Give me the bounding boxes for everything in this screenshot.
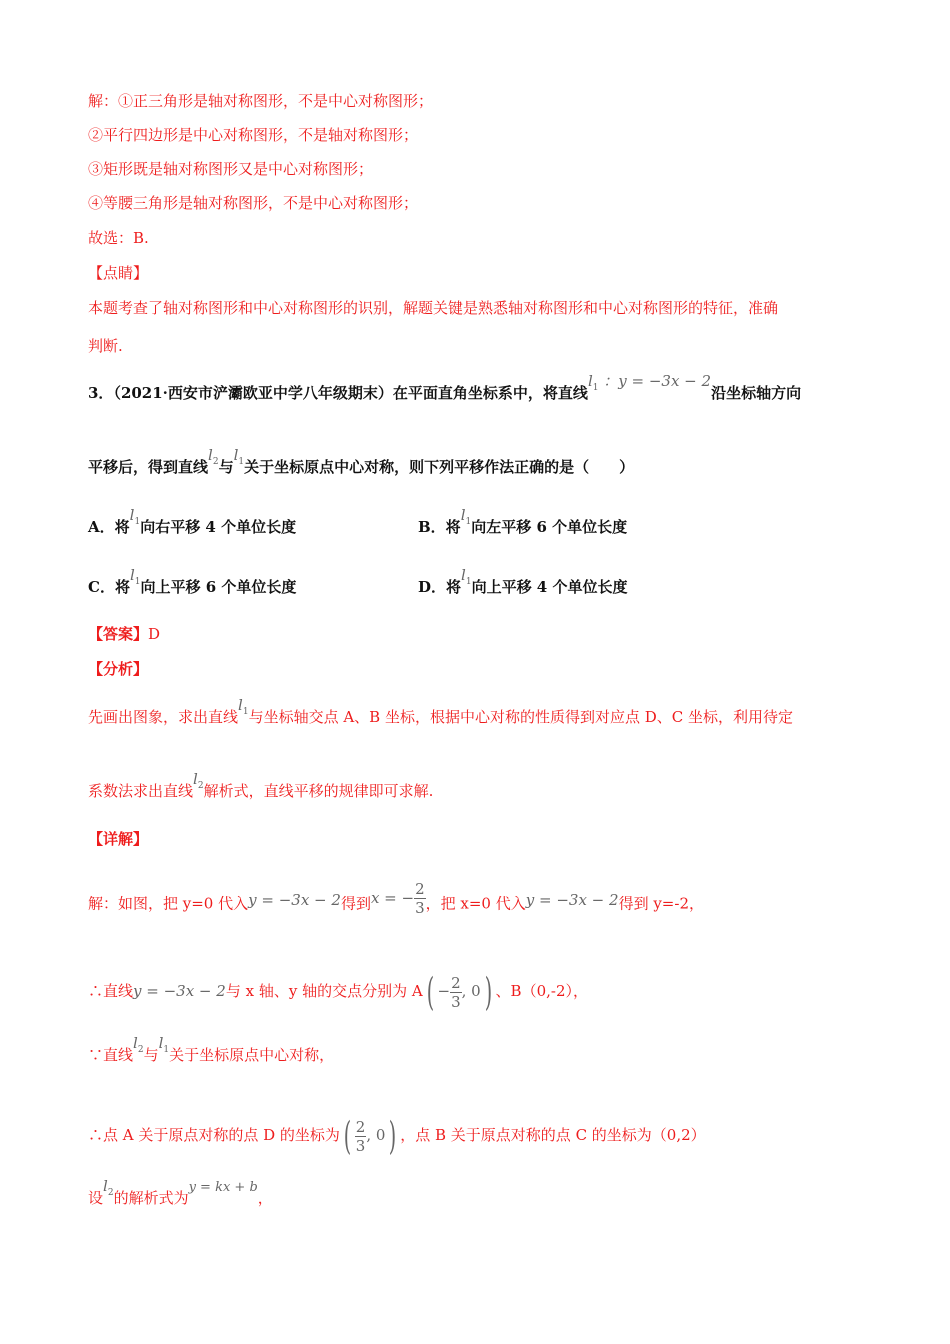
var-sub: 1 bbox=[134, 577, 141, 587]
analysis-line-2 bbox=[88, 770, 434, 808]
detail-text: ∵直线 bbox=[88, 1046, 134, 1064]
solution-line-1: 解：①正三角形是轴对称图形，不是中心对称图形； bbox=[88, 92, 434, 110]
detail-text: ，点 B 关于原点对称的点 C 的坐标为（0,2） bbox=[400, 1126, 706, 1144]
detail-line-5 bbox=[88, 1177, 273, 1215]
var-l2 bbox=[208, 446, 219, 467]
detail-line-1 bbox=[88, 880, 704, 923]
answer-value: D bbox=[148, 625, 161, 643]
equation: y = −3x − 2 bbox=[133, 982, 226, 1000]
detail-line-2 bbox=[88, 972, 588, 1012]
question-3-line-2 bbox=[88, 446, 635, 484]
detail-text: 得到 bbox=[340, 894, 371, 913]
var-l: l bbox=[460, 506, 466, 524]
detail-text: ∴直线 bbox=[88, 982, 134, 1000]
var-l: l bbox=[233, 446, 239, 464]
question-text: 在平面直角坐标系中，将直线 bbox=[392, 384, 588, 402]
detail-line-3 bbox=[88, 1034, 335, 1072]
var-l: l bbox=[461, 566, 466, 584]
option-label: D．将 bbox=[418, 578, 462, 596]
detail-text: 解：如图，把 y=0 代入 bbox=[88, 894, 249, 913]
dianjing-heading: 【点睛】 bbox=[88, 264, 149, 282]
option-c[interactable] bbox=[88, 566, 297, 604]
var-l: l bbox=[103, 1177, 108, 1195]
detail-text: 的解析式为 bbox=[113, 1189, 189, 1207]
var-sub: 1 bbox=[238, 457, 245, 467]
answer-heading: 【答案】 bbox=[88, 625, 149, 643]
var-l: l bbox=[208, 446, 213, 464]
var-l: l bbox=[238, 696, 243, 714]
detail-text: 与 x 轴、y 轴的交点分别为 A bbox=[225, 982, 423, 1000]
var-l1 bbox=[233, 446, 245, 467]
fraction-denominator: 3 bbox=[355, 1136, 366, 1155]
question-text: 沿坐标轴方向 bbox=[711, 384, 802, 402]
var-sub: 2 bbox=[212, 457, 219, 467]
solution-line-2: ②平行四边形是中心对称图形，不是轴对称图形； bbox=[88, 126, 419, 144]
answer-line bbox=[88, 624, 160, 644]
detail-text: 、B（0,-2）， bbox=[495, 982, 588, 1000]
option-label: B．将 bbox=[418, 518, 461, 536]
option-label: C．将 bbox=[88, 578, 130, 596]
var-sub: 1 bbox=[134, 517, 141, 527]
option-d[interactable] bbox=[418, 566, 628, 604]
question-3-line-1 bbox=[88, 372, 802, 410]
dianjing-text-1: 本题考查了轴对称图形和中心对称图形的识别，解题关键是熟悉轴对称图形和中心对称图形的特征，准确 bbox=[88, 299, 779, 317]
var-l2 bbox=[103, 1177, 114, 1198]
equation: y = −3x − 2 bbox=[525, 890, 619, 909]
detail-text: 关于坐标原点中心对称， bbox=[169, 1046, 335, 1064]
option-label: A．将 bbox=[88, 518, 130, 536]
equation-text: ：y = −3x − 2 bbox=[603, 372, 712, 390]
var-l: l bbox=[133, 1034, 138, 1052]
detail-text: ， bbox=[257, 1189, 273, 1207]
line-l1-equation bbox=[587, 372, 712, 393]
var-l1 bbox=[238, 696, 249, 717]
var-l: l bbox=[587, 372, 593, 390]
option-text: 向上平移 4 个单位长度 bbox=[471, 578, 628, 596]
point-a-fraction bbox=[450, 974, 462, 1011]
question-number: 3． bbox=[88, 384, 114, 402]
detail-text: ∴点 A 关于原点对称的点 D 的坐标为 bbox=[88, 1126, 340, 1144]
var-sub: 1 bbox=[242, 707, 249, 717]
var-sub: 2 bbox=[137, 1045, 144, 1055]
detail-heading: 【详解】 bbox=[88, 830, 149, 848]
solution-line-4: ④等腰三角形是轴对称图形，不是中心对称图形； bbox=[88, 194, 419, 212]
var-l: l bbox=[129, 506, 135, 524]
dianjing-text-2: 判断. bbox=[88, 337, 123, 355]
var-l: l bbox=[193, 770, 198, 788]
var-sub: 1 bbox=[163, 1045, 170, 1055]
paren-open: ( bbox=[343, 1114, 352, 1158]
analysis-text: 系数法求出直线 bbox=[88, 782, 194, 800]
option-b[interactable] bbox=[418, 506, 628, 544]
var-sub: 1 bbox=[465, 577, 472, 587]
analysis-heading: 【分析】 bbox=[88, 660, 149, 678]
point-d-fraction bbox=[355, 1118, 367, 1155]
var-l2 bbox=[133, 1034, 144, 1055]
detail-text: 得到 y=-2， bbox=[618, 894, 704, 913]
question-text: 平移后，得到直线 bbox=[88, 458, 209, 476]
var-l: l bbox=[129, 566, 135, 584]
detail-line-4 bbox=[88, 1116, 706, 1156]
analysis-text: 先画出图象，求出直线 bbox=[88, 708, 239, 726]
analysis-text: 与坐标轴交点 A、B 坐标，根据中心对称的性质得到对应点 D、C 坐标，利用待定 bbox=[248, 708, 793, 726]
point-a-tail: , 0 bbox=[461, 982, 481, 1000]
paren-open: ( bbox=[426, 970, 434, 1014]
var-sub: 1 bbox=[592, 383, 599, 393]
option-var bbox=[129, 506, 141, 527]
option-var bbox=[461, 566, 472, 587]
fraction-numerator: 2 bbox=[355, 1117, 366, 1136]
option-var bbox=[129, 566, 141, 587]
solution-line-3: ③矩形既是轴对称图形又是中心对称图形； bbox=[88, 160, 374, 178]
var-sub: 2 bbox=[107, 1188, 114, 1198]
option-text: 向上平移 6 个单位长度 bbox=[140, 578, 297, 596]
equation: y = −3x − 2 bbox=[248, 890, 341, 909]
point-d-tail: , 0 bbox=[366, 1126, 386, 1144]
var-l: l bbox=[158, 1034, 164, 1052]
option-a[interactable] bbox=[88, 506, 297, 544]
detail-text: 设 bbox=[88, 1189, 104, 1207]
equation: y = kx + b bbox=[188, 1180, 258, 1195]
solution-line-5: 故选：B. bbox=[88, 229, 149, 247]
fraction-numerator: 2 bbox=[451, 973, 461, 992]
fraction-numerator: 2 bbox=[415, 880, 425, 898]
fraction-denominator: 3 bbox=[415, 899, 425, 917]
var-sub: 1 bbox=[465, 517, 472, 527]
equation: x = − bbox=[370, 888, 415, 907]
option-text: 向右平移 4 个单位长度 bbox=[140, 518, 297, 536]
point-a-sign: − bbox=[437, 982, 451, 1000]
var-sub: 2 bbox=[197, 781, 204, 791]
fraction-denominator: 3 bbox=[451, 992, 461, 1011]
detail-text: ，把 x=0 代入 bbox=[425, 894, 526, 913]
analysis-line-1 bbox=[88, 696, 793, 734]
question-source: （2021·西安市浐灞欧亚中学八年级期末） bbox=[113, 384, 393, 402]
fraction bbox=[414, 880, 426, 917]
paren-close: ) bbox=[484, 970, 492, 1014]
question-text: 关于坐标原点中心对称，则下列平移作法正确的是（ ） bbox=[244, 458, 635, 476]
option-text: 向左平移 6 个单位长度 bbox=[471, 518, 628, 536]
option-var bbox=[460, 506, 472, 527]
analysis-text: 解析式，直线平移的规律即可求解. bbox=[203, 782, 434, 800]
detail-text: 与 bbox=[143, 1046, 159, 1064]
paren-close: ) bbox=[389, 1114, 397, 1158]
var-l1 bbox=[158, 1034, 170, 1055]
question-text: 与 bbox=[218, 458, 234, 476]
var-l2 bbox=[193, 770, 204, 791]
